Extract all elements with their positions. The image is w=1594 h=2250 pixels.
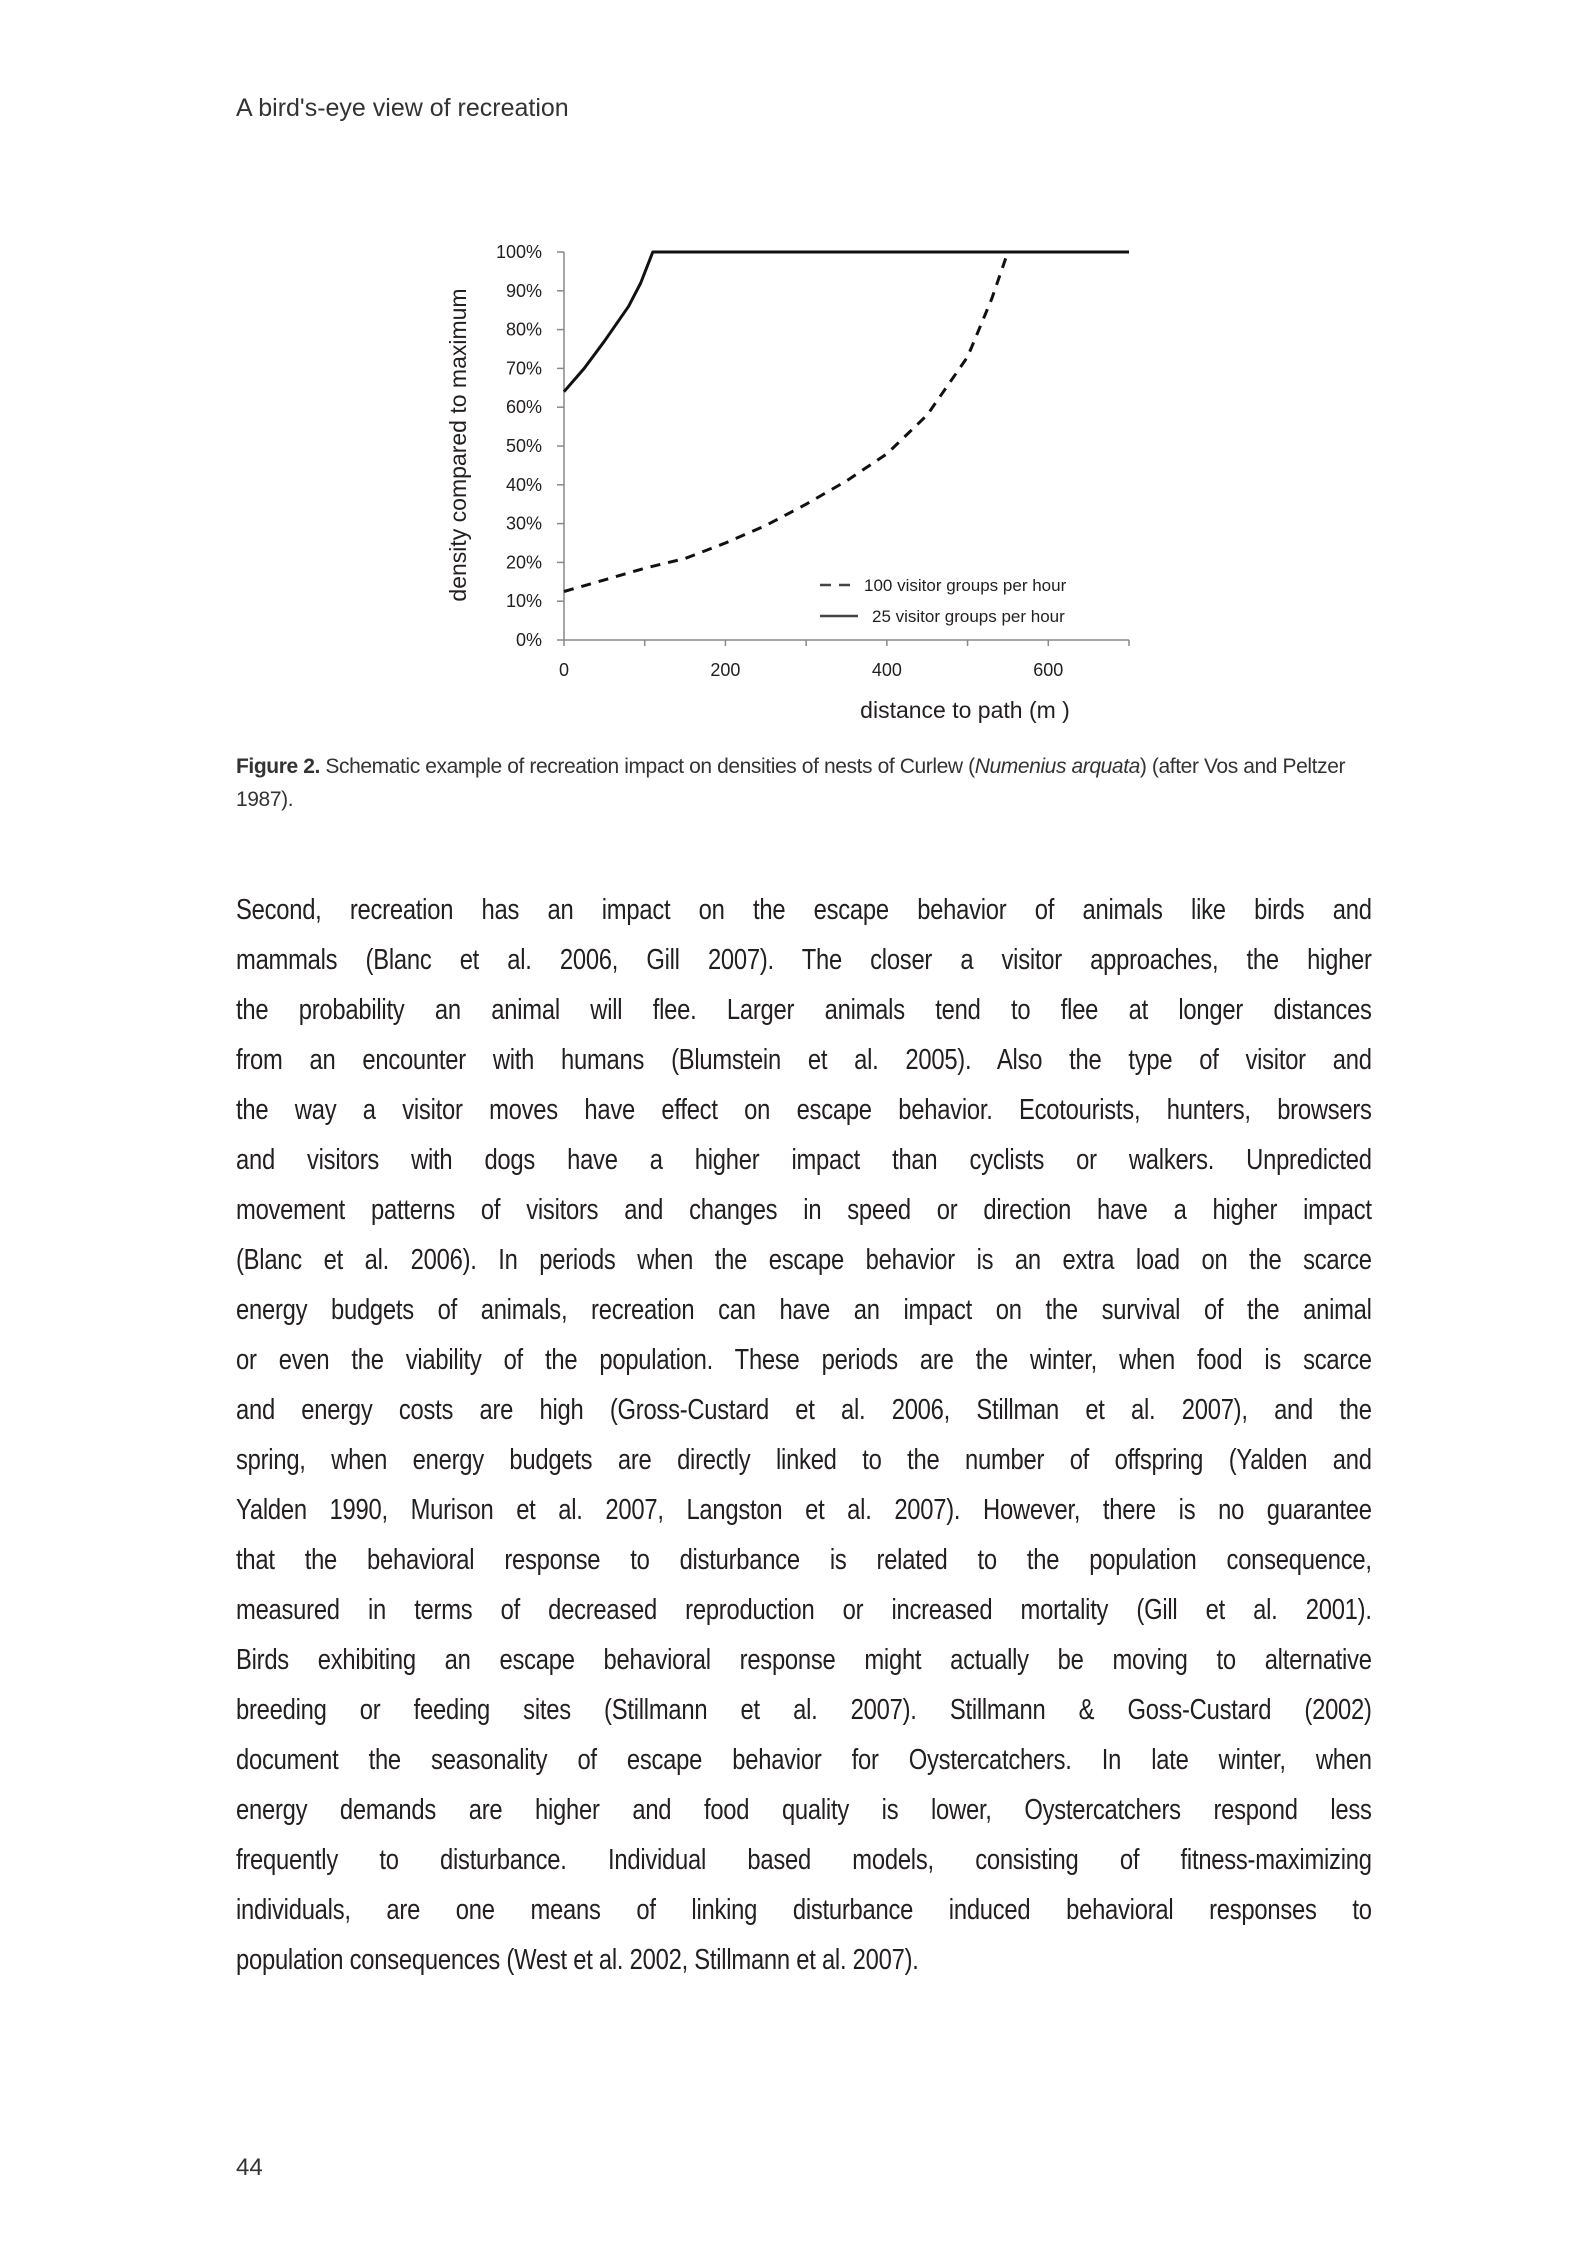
body-line: breeding or feeding sites (Stillmann et al. 2007). Stillmann & Goss-Custard (2002): [236, 1694, 1372, 1726]
caption-species: Numenius arquata: [974, 755, 1140, 778]
chart-series: [564, 252, 1129, 592]
y-tick-label: 60%: [505, 397, 542, 418]
y-tick-label: 100%: [495, 242, 542, 262]
body-line: frequently to disturbance. Individual based models, consisting of fitness-maximizing: [236, 1844, 1372, 1876]
y-tick-label: 80%: [505, 319, 542, 340]
body-line: mammals (Blanc et al. 2006, Gill 2007). The closer a visitor approaches, the higher: [236, 944, 1372, 976]
body-line: the probability an animal will flee. Larger animals tend to flee at longer distances: [236, 994, 1372, 1026]
y-tick-label: 40%: [505, 474, 542, 495]
y-tick-label: 10%: [505, 591, 542, 612]
body-line: Birds exhibiting an escape behavioral response might actually be moving to alternative: [236, 1644, 1372, 1676]
y-tick-label: 50%: [505, 436, 542, 456]
body-line: that the behavioral response to disturbance is related to the population consequence,: [236, 1544, 1372, 1576]
y-tick-label: 20%: [505, 552, 542, 573]
figure-label: Figure 2.: [236, 755, 320, 778]
chart-axes: [445, 242, 1129, 723]
chart-legend: [820, 576, 1067, 626]
x-tick-label: 600: [1033, 660, 1064, 680]
body-line: individuals, are one means of linking disturbance induced behavioral responses to: [236, 1894, 1372, 1926]
figure-caption: [236, 750, 1372, 816]
page-number: 44: [236, 2154, 263, 2181]
y-tick-label: 30%: [505, 513, 542, 534]
x-tick-label: 400: [871, 660, 902, 680]
body-line: from an encounter with humans (Blumstein et al. 2005). Also the type of visitor and: [236, 1044, 1372, 1076]
body-line: movement patterns of visitors and changes in speed or direction have a higher impact: [236, 1194, 1372, 1226]
y-tick-label: 90%: [505, 280, 542, 301]
caption-text: Schematic example of recreation impact on densities of nests of Curlew (: [319, 755, 975, 778]
x-tick-label: 200: [710, 660, 741, 680]
body-line: and energy costs are high (Gross-Custard et al. 2006, Stillman et al. 2007), and the: [236, 1394, 1372, 1426]
body-line: population consequences (West et al. 2002, Stillmann et al. 2007).: [236, 1944, 919, 1976]
y-axis-title: density compared to maximum: [445, 288, 471, 602]
series-line-25-groups: [564, 252, 1129, 392]
body-line: energy demands are higher and food quality is lower, Oystercatchers respond less: [236, 1794, 1372, 1826]
body-line: energy budgets of animals, recreation can have an impact on the survival of the animal: [236, 1294, 1372, 1326]
series-line-100-groups: [564, 252, 1129, 592]
y-tick-label: 70%: [505, 358, 542, 379]
body-line: document the seasonality of escape behavior for Oystercatchers. In late winter, when: [236, 1744, 1372, 1776]
body-line: Yalden 1990, Murison et al. 2007, Langston et al. 2007). However, there is no guarantee: [236, 1494, 1372, 1526]
caption-text-end: ) (after Vos and Peltzer 1987).: [236, 755, 1346, 811]
body-line: Second, recreation has an impact on the escape behavior of animals like birds and: [236, 894, 1372, 926]
body-line: (Blanc et al. 2006). In periods when the escape behavior is an extra load on the scarce: [236, 1244, 1372, 1276]
running-head: A bird's-eye view of recreation: [236, 94, 569, 122]
body-text: [236, 888, 1372, 1988]
body-line: and visitors with dogs have a higher impact than cyclists or walkers. Unpredicted: [236, 1144, 1372, 1176]
legend-label: 100 visitor groups per hour: [864, 576, 1067, 595]
y-tick-label: 0%: [515, 630, 542, 650]
body-line: the way a visitor moves have effect on escape behavior. Ecotourists, hunters, browsers: [236, 1094, 1372, 1126]
body-line: or even the viability of the population. These periods are the winter, when food is scarce: [236, 1344, 1372, 1376]
body-line: spring, when energy budgets are directly linked to the number of offspring (Yalden and: [236, 1444, 1372, 1476]
figure-2-chart: [0, 0, 1594, 740]
x-tick-label: 0: [558, 660, 570, 680]
x-axis-title: distance to path (m ): [860, 697, 1070, 723]
body-line: measured in terms of decreased reproduction or increased mortality (Gill et al. 2001).: [236, 1594, 1372, 1626]
legend-label: 25 visitor groups per hour: [872, 607, 1065, 626]
